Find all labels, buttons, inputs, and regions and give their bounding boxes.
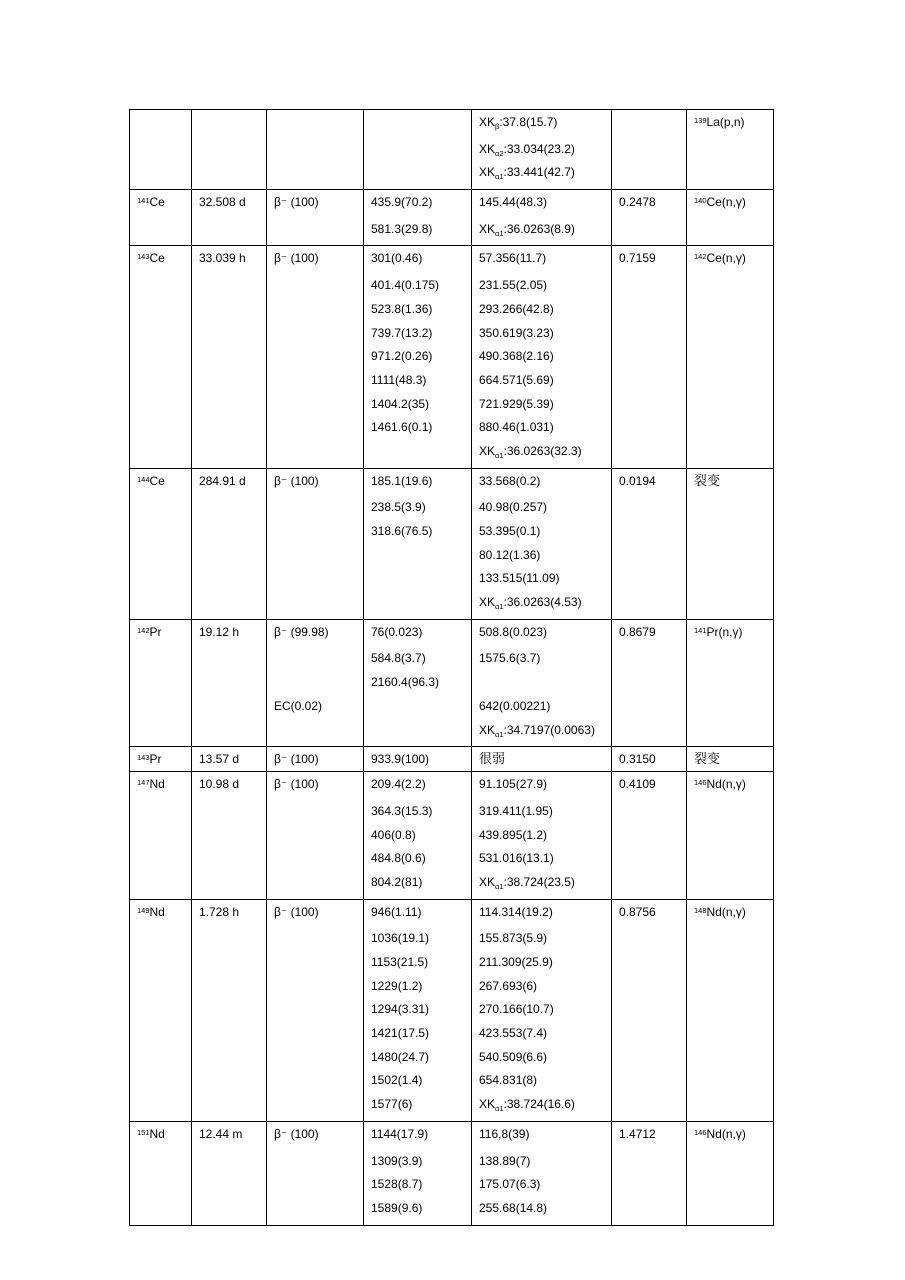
nuclide-cell xyxy=(130,1121,192,1225)
xray-subscript: α1 xyxy=(495,228,504,238)
gamma-energy xyxy=(479,274,611,298)
half-life-value: 13.57 d xyxy=(199,752,240,767)
gamma-energy xyxy=(479,1173,611,1197)
gamma-energy xyxy=(479,904,611,920)
q-value-cell xyxy=(612,619,687,746)
gamma-energy-cell xyxy=(472,899,612,1121)
q-value: 0.8756 xyxy=(619,904,656,919)
gamma-value: 721.929(5.39) xyxy=(479,396,554,411)
beta-energy: 185.1(19.6) xyxy=(371,473,433,488)
production-reaction xyxy=(694,904,773,920)
decay-mode xyxy=(274,647,363,671)
beta-energy xyxy=(371,114,471,130)
production-cell xyxy=(687,1121,774,1225)
gamma-energy xyxy=(479,496,611,520)
gamma-value: 80.12(1.36) xyxy=(479,547,541,562)
beta-energy-cell xyxy=(364,246,472,468)
target-mass-number: 148 xyxy=(694,905,707,915)
gamma-value: XK xyxy=(479,443,496,458)
q-value: 0.4109 xyxy=(619,777,656,792)
production-cell xyxy=(687,468,774,619)
half-life-value: 12.44 m xyxy=(199,1126,243,1141)
beta-energy: 435.9(70.2) xyxy=(371,195,433,210)
q-value: 0.3150 xyxy=(619,752,656,767)
beta-energy: 1111(48.3) xyxy=(371,372,427,387)
decay-mode-cell xyxy=(267,899,364,1121)
gamma-value: 508.8(0.023) xyxy=(479,624,548,639)
beta-energy: 209.4(2.2) xyxy=(371,777,426,792)
gamma-energy xyxy=(479,345,611,369)
gamma-value: 211.309(25.9) xyxy=(479,955,553,969)
production-cell xyxy=(687,747,774,772)
production-reaction xyxy=(694,114,773,130)
decay-mode xyxy=(274,671,363,695)
decay-mode-cell xyxy=(267,110,364,190)
decay-mode: β⁻ (100) xyxy=(274,1126,319,1141)
beta-energy: 971.2(0.26) xyxy=(371,349,433,364)
target-mass-number: 139 xyxy=(694,116,707,125)
beta-energy-cell xyxy=(364,772,472,899)
decay-mode: β⁻ (100) xyxy=(274,777,319,792)
production-cell xyxy=(687,772,774,899)
half-life-cell xyxy=(192,246,267,468)
beta-energy: 1294(3.31) xyxy=(371,1002,430,1017)
gamma-value: 531.016(13.1) xyxy=(479,851,554,866)
gamma-value: XK xyxy=(479,595,496,610)
half-life-cell xyxy=(192,619,267,746)
gamma-value: 350.619(3.23) xyxy=(479,325,554,340)
xray-subscript: α1 xyxy=(495,172,504,182)
target-mass-number: 141 xyxy=(694,625,707,635)
gamma-energy xyxy=(479,671,611,695)
mass-number: 151 xyxy=(137,1127,150,1137)
gamma-value: 423.553(7.4) xyxy=(479,1026,548,1041)
xray-subscript: α1 xyxy=(495,602,504,612)
beta-energy: 523.8(1.36) xyxy=(371,301,433,316)
nuclide-label xyxy=(137,1126,191,1142)
gamma-energy xyxy=(479,719,611,743)
nuclide-data-table xyxy=(129,109,774,1226)
beta-energy: 2160.4(96.3) xyxy=(371,675,440,690)
gamma-energy xyxy=(479,250,611,266)
beta-energy: 739.7(13.2) xyxy=(371,325,433,340)
beta-energy: 1421(17.5) xyxy=(371,1026,430,1041)
element-symbol: Pr xyxy=(149,624,162,639)
decay-mode: β⁻ (100) xyxy=(274,473,319,488)
nuclide-label xyxy=(137,624,191,640)
gamma-energy xyxy=(479,951,611,975)
gamma-value: XK xyxy=(479,115,496,129)
beta-energy: 364.3(15.3) xyxy=(371,803,433,818)
nuclide-label xyxy=(137,904,191,920)
production-cell xyxy=(687,110,774,190)
beta-energy: 238.5(3.9) xyxy=(371,500,426,515)
production-reaction xyxy=(694,1126,773,1142)
table-row xyxy=(130,619,774,746)
gamma-energy xyxy=(479,1197,611,1221)
gamma-value: 33.568(0.2) xyxy=(479,473,541,488)
gamma-value-rest: :33.034(23.2) xyxy=(503,141,575,156)
element-symbol: Nd xyxy=(149,777,165,792)
half-life-cell xyxy=(192,190,267,246)
reaction-text: Ce(n,γ) xyxy=(706,251,746,266)
beta-energy: 1229(1.2) xyxy=(371,978,423,993)
beta-energy-cell xyxy=(364,190,472,246)
decay-mode-cell xyxy=(267,190,364,246)
gamma-value-rest: :38.724(23.5) xyxy=(503,874,575,889)
gamma-value: 138.89(7) xyxy=(479,1153,531,1168)
beta-energy-cell xyxy=(364,468,472,619)
xray-subscript: α1 xyxy=(495,450,504,460)
gamma-energy xyxy=(479,927,611,951)
q-value-cell xyxy=(612,772,687,899)
gamma-energy xyxy=(479,114,611,130)
beta-energy-cell xyxy=(364,110,472,190)
beta-energy: 1461.6(0.1) xyxy=(371,420,433,435)
xray-subscript: α2 xyxy=(495,148,504,158)
gamma-energy xyxy=(479,1022,611,1046)
gamma-energy xyxy=(479,1150,611,1174)
mass-number: 149 xyxy=(137,905,150,915)
mass-number: 142 xyxy=(137,625,150,635)
gamma-energy xyxy=(479,800,611,824)
gamma-value: 145.44(48.3) xyxy=(479,195,548,210)
q-value-cell xyxy=(612,899,687,1121)
beta-energy: 946(1.11) xyxy=(371,904,422,919)
gamma-value: 175.07(6.3) xyxy=(479,1177,541,1192)
half-life-cell xyxy=(192,772,267,899)
half-life-value: 33.039 h xyxy=(199,251,246,266)
beta-energy: 933.9(100) xyxy=(371,752,430,767)
reaction-text: Nd(n,γ) xyxy=(706,777,746,792)
decay-mode: EC(0.02) xyxy=(274,698,323,713)
mass-number: 144 xyxy=(137,474,150,484)
mass-number: 143 xyxy=(137,753,150,763)
beta-energy: 1404.2(35) xyxy=(371,396,430,411)
gamma-value: 133.515(11.09) xyxy=(479,571,560,586)
table-row xyxy=(130,1121,774,1225)
mass-number: 141 xyxy=(137,196,150,206)
gamma-energy-cell xyxy=(472,468,612,619)
q-value: 0.8679 xyxy=(619,624,656,639)
gamma-energy xyxy=(479,824,611,848)
gamma-value: 319.411(1.95) xyxy=(479,803,553,818)
nuclide-label xyxy=(137,776,191,792)
gamma-energy xyxy=(479,393,611,417)
production-reaction xyxy=(694,250,773,266)
half-life-value: 1.728 h xyxy=(199,904,240,919)
decay-mode-cell xyxy=(267,619,364,746)
gamma-value: 57.356(11.7) xyxy=(479,251,547,266)
gamma-energy xyxy=(479,138,611,162)
gamma-energy xyxy=(479,567,611,591)
production-cell xyxy=(687,619,774,746)
gamma-value: 53.395(0.1) xyxy=(479,524,541,538)
target-mass-number: 142 xyxy=(694,252,707,262)
decay-mode-cell xyxy=(267,1121,364,1225)
gamma-value: 654.831(8) xyxy=(479,1073,538,1088)
nuclide-cell xyxy=(130,772,192,899)
q-value-cell xyxy=(612,1121,687,1225)
table-row xyxy=(130,772,774,899)
production-cell xyxy=(687,246,774,468)
table-row xyxy=(130,190,774,246)
gamma-value: XK xyxy=(479,1097,496,1112)
decay-mode: β⁻ (100) xyxy=(274,904,319,919)
production-reaction xyxy=(694,194,773,210)
gamma-energy-cell xyxy=(472,110,612,190)
element-symbol: Ce xyxy=(149,195,165,210)
gamma-value-rest: :36.0263(4.53) xyxy=(503,595,582,610)
q-value-cell xyxy=(612,468,687,619)
element-symbol: Nd xyxy=(149,904,165,919)
nuclide-cell xyxy=(130,246,192,468)
xray-subscript: α1 xyxy=(495,1104,504,1114)
nuclide-label xyxy=(137,250,191,266)
reaction-text: 裂变 xyxy=(694,473,721,489)
gamma-energy xyxy=(479,520,611,544)
gamma-value: 642(0.00221) xyxy=(479,698,551,713)
reaction-text: Ce(n,γ) xyxy=(706,195,746,210)
gamma-energy xyxy=(479,440,611,464)
gamma-energy xyxy=(479,161,611,185)
table-row xyxy=(130,468,774,619)
beta-energy-cell xyxy=(364,899,472,1121)
gamma-value: XK xyxy=(479,165,496,180)
gamma-energy-cell xyxy=(472,747,612,772)
gamma-energy xyxy=(479,695,611,719)
gamma-value-rest: :38.724(16.6) xyxy=(503,1097,575,1112)
gamma-value-rest: :37.8(15.7) xyxy=(499,115,558,129)
gamma-value-rest: :36.0263(32.3) xyxy=(503,443,582,458)
gamma-value: 116,8(39) xyxy=(479,1126,530,1141)
beta-energy: 1309(3.9) xyxy=(371,1153,423,1168)
gamma-energy xyxy=(479,998,611,1022)
gamma-energy xyxy=(479,544,611,568)
gamma-value: XK xyxy=(479,722,496,737)
half-life-value xyxy=(199,114,266,130)
decay-mode-cell xyxy=(267,246,364,468)
xray-subscript: β xyxy=(495,122,500,131)
gamma-value: 880.46(1.031) xyxy=(479,420,554,435)
decay-mode-cell xyxy=(267,772,364,899)
gamma-value-rest: :33.441(42.7) xyxy=(503,165,575,180)
gamma-energy-cell xyxy=(472,772,612,899)
gamma-energy xyxy=(479,776,611,792)
nuclide-cell xyxy=(130,619,192,746)
half-life-cell xyxy=(192,1121,267,1225)
gamma-value: 270.166(10.7) xyxy=(479,1002,554,1017)
gamma-energy xyxy=(479,1069,611,1093)
gamma-value: XK xyxy=(479,874,496,889)
gamma-energy xyxy=(479,298,611,322)
target-mass-number: 146 xyxy=(694,778,707,788)
gamma-energy xyxy=(479,624,611,640)
table-body xyxy=(130,110,774,1226)
gamma-value: 255.68(14.8) xyxy=(479,1200,548,1215)
mass-number: 143 xyxy=(137,252,150,262)
beta-energy: 804.2(81) xyxy=(371,874,423,889)
q-value-cell xyxy=(612,747,687,772)
table-row xyxy=(130,246,774,468)
half-life-cell xyxy=(192,110,267,190)
gamma-value: 91.105(27.9) xyxy=(479,777,548,792)
gamma-energy xyxy=(479,871,611,895)
xray-subscript: α1 xyxy=(495,729,504,739)
decay-mode: β⁻ (100) xyxy=(274,752,319,767)
nuclide-cell xyxy=(130,468,192,619)
gamma-value-rest: :36.0263(8.9) xyxy=(503,221,575,236)
decay-mode-cell xyxy=(267,747,364,772)
nuclide-label xyxy=(137,751,191,767)
gamma-energy xyxy=(479,591,611,615)
beta-energy: 1153(21.5) xyxy=(371,955,429,969)
beta-energy: 484.8(0.6) xyxy=(371,851,426,866)
table-row xyxy=(130,110,774,190)
reaction-text: 裂变 xyxy=(694,752,721,768)
half-life-cell xyxy=(192,899,267,1121)
gamma-energy-cell xyxy=(472,246,612,468)
mass-number: 147 xyxy=(137,778,150,788)
gamma-energy xyxy=(479,416,611,440)
nuclide-cell xyxy=(130,747,192,772)
gamma-energy xyxy=(479,847,611,871)
reaction-text: Pr(n,γ) xyxy=(706,624,743,639)
nuclide-cell xyxy=(130,899,192,1121)
gamma-energy xyxy=(479,1046,611,1070)
q-value: 0.0194 xyxy=(619,473,656,488)
gamma-value-rest: :34.7197(0.0063) xyxy=(503,722,595,737)
reaction-text: Nd(n,γ) xyxy=(706,904,746,919)
beta-energy: 1502(1.4) xyxy=(371,1073,423,1088)
gamma-energy xyxy=(479,369,611,393)
half-life-value: 284.91 d xyxy=(199,473,246,488)
half-life-value: 10.98 d xyxy=(199,777,240,792)
gamma-energy xyxy=(479,194,611,210)
gamma-energy xyxy=(479,1093,611,1117)
beta-energy: 1528(8.7) xyxy=(371,1177,423,1192)
nuclide-label xyxy=(137,194,191,210)
q-value: 0.2478 xyxy=(619,195,656,210)
beta-energy-cell xyxy=(364,747,472,772)
element-symbol: Ce xyxy=(149,251,165,266)
beta-energy: 581.3(29.8) xyxy=(371,221,433,236)
gamma-energy xyxy=(479,322,611,346)
gamma-value: XK xyxy=(479,221,496,236)
nuclide-cell xyxy=(130,190,192,246)
decay-mode: β⁻ (100) xyxy=(274,195,319,210)
beta-energy: 1036(19.1) xyxy=(371,931,430,946)
gamma-value: 40.98(0.257) xyxy=(479,500,548,515)
production-reaction xyxy=(694,776,773,792)
q-value: 0.7159 xyxy=(619,251,656,266)
q-value-cell xyxy=(612,110,687,190)
element-symbol: Nd xyxy=(149,1126,165,1141)
beta-energy: 1589(9.6) xyxy=(371,1200,423,1215)
decay-mode-cell xyxy=(267,468,364,619)
gamma-value: 664.571(5.69) xyxy=(479,372,554,387)
beta-energy: 1577(6) xyxy=(371,1097,413,1112)
gamma-energy xyxy=(479,473,611,489)
gamma-value: 155.873(5.9) xyxy=(479,931,548,946)
gamma-value: 231.55(2.05) xyxy=(479,278,548,293)
element-symbol: Ce xyxy=(149,473,165,488)
gamma-value: 439.895(1.2) xyxy=(479,827,548,842)
table-row xyxy=(130,899,774,1121)
gamma-value: 293.266(42.8) xyxy=(479,301,554,316)
target-mass-number: 146 xyxy=(694,1127,707,1137)
beta-energy: 318.6(76.5) xyxy=(371,524,433,538)
element-symbol: Pr xyxy=(149,752,162,767)
table-row xyxy=(130,747,774,772)
gamma-energy xyxy=(479,647,611,671)
beta-energy: 406(0.8) xyxy=(371,827,416,842)
production-reaction xyxy=(694,751,773,767)
beta-energy: 1144(17.9) xyxy=(371,1126,429,1141)
half-life-cell xyxy=(192,468,267,619)
gamma-energy xyxy=(479,751,611,767)
gamma-value: XK xyxy=(479,141,496,156)
beta-energy: 401.4(0.175) xyxy=(371,278,440,293)
beta-energy: 76(0.023) xyxy=(371,624,423,639)
gamma-value: 很弱 xyxy=(479,752,506,768)
q-value-cell xyxy=(612,190,687,246)
gamma-energy-cell xyxy=(472,619,612,746)
gamma-energy xyxy=(479,1126,611,1142)
production-cell xyxy=(687,899,774,1121)
target-mass-number: 140 xyxy=(694,196,707,206)
xray-subscript: α1 xyxy=(495,881,504,891)
q-value: 1.4712 xyxy=(619,1126,656,1141)
decay-mode: β⁻ (99.98) xyxy=(274,624,329,639)
beta-energy-cell xyxy=(364,619,472,746)
half-life-value: 19.12 h xyxy=(199,624,240,639)
gamma-energy xyxy=(479,218,611,242)
beta-energy: 301(0.46) xyxy=(371,251,423,266)
gamma-value: 540.509(6.6) xyxy=(479,1049,548,1064)
gamma-value: 114.314(19.2) xyxy=(479,904,553,919)
gamma-energy-cell xyxy=(472,190,612,246)
nuclide-cell xyxy=(130,110,192,190)
nuclide-label xyxy=(137,473,191,489)
gamma-value: 490.368(2.16) xyxy=(479,349,554,364)
half-life-value: 32.508 d xyxy=(199,195,246,210)
gamma-energy xyxy=(479,975,611,999)
production-cell xyxy=(687,190,774,246)
reaction-text: La(p,n) xyxy=(706,115,745,129)
production-reaction xyxy=(694,473,773,489)
half-life-cell xyxy=(192,747,267,772)
production-reaction xyxy=(694,624,773,640)
decay-mode: β⁻ (100) xyxy=(274,251,319,266)
q-value-cell xyxy=(612,246,687,468)
gamma-value: 267.693(6) xyxy=(479,978,538,993)
reaction-text: Nd(n,γ) xyxy=(706,1126,746,1141)
decay-mode xyxy=(274,114,363,130)
beta-energy-cell xyxy=(364,1121,472,1225)
beta-energy: 584.8(3.7) xyxy=(371,651,426,666)
gamma-energy-cell xyxy=(472,1121,612,1225)
q-value xyxy=(619,114,686,130)
nuclide-label xyxy=(137,114,191,130)
gamma-value: 1575.6(3.7) xyxy=(479,651,541,666)
beta-energy: 1480(24.7) xyxy=(371,1049,430,1064)
